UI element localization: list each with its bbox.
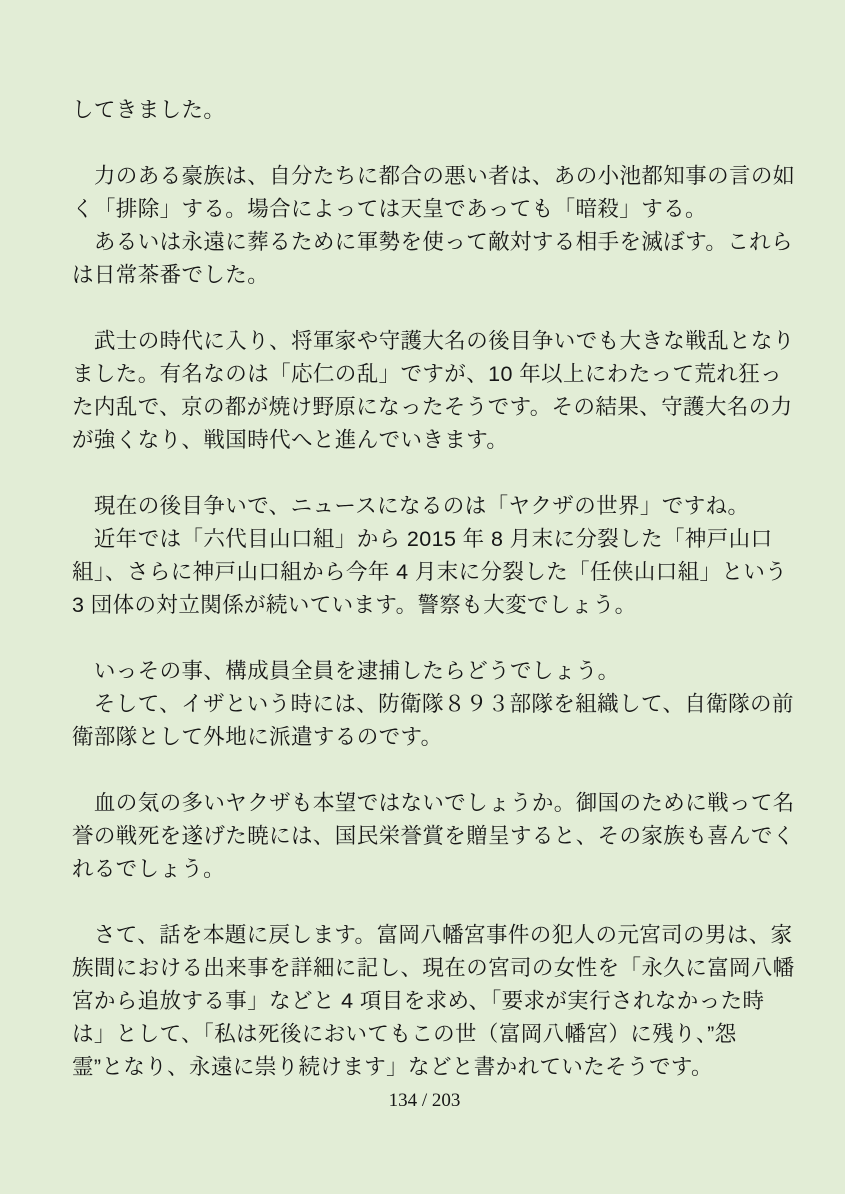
text-line: 霊”となり、永遠に祟り続けます」などと書かれていたそうです。 [72, 1055, 713, 1079]
text-line: が強くなり、戦国時代へと進んでいきます。 [72, 428, 509, 452]
text-line: 組」、さらに神戸山口組から今年 4 月末に分裂した「任侠山口組」という [72, 560, 788, 584]
text-line: は」として、「私は死後においてもこの世（富岡八幡宮）に残り、”怨 [72, 1022, 737, 1046]
page-footer [72, 1084, 777, 1117]
text-line: た内乱で、京の都が焼け野原になったそうです。その結果、守護大名の力 [72, 395, 793, 419]
text-line: 現在の後目争いで、ニュースになるのは「ヤクザの世界」ですね。 [72, 494, 750, 518]
text-line: 武士の時代に入り、将軍家や守護大名の後目争いでも大きな戦乱となり [72, 329, 795, 353]
text-line: 誉の戦死を遂げた暁には、国民栄誉賞を贈呈すると、その家族も喜んでく [72, 824, 795, 848]
text-line: してきました。 [72, 98, 226, 122]
text-line: いっその事、構成員全員を逮捕したらどうでしょう。 [72, 659, 620, 683]
paragraph-block [72, 655, 794, 754]
text-line: さて、話を本題に戻します。富岡八幡宮事件の犯人の元宮司の男は、家 [72, 923, 793, 947]
text-line: 衛部隊として外地に派遣するのです。 [72, 725, 443, 749]
text-line: れるでしょう。 [72, 857, 226, 881]
paragraph-block [72, 787, 795, 886]
text-line: ました。有名なのは「応仁の乱」ですが、10 年以上にわたって荒れ狂っ [72, 362, 782, 386]
text-line: 3 団体の対立関係が続いています。警察も大変でしょう。 [72, 593, 637, 617]
text-line: あるいは永遠に葬るために軍勢を使って敵対する相手を滅ぼす。これら [72, 230, 793, 254]
text-line: 族間における出来事を詳細に記し、現在の宮司の女性を「永久に富岡八幡 [72, 956, 795, 980]
text-line: く「排除」する。場合によっては天皇であっても「暗殺」する。 [72, 197, 707, 221]
text-line: 宮から追放する事」などと 4 項目を求め、「要求が実行されなかった時 [72, 989, 765, 1013]
text-line: 力のある豪族は、自分たちに都合の悪い者は、あの小池都知事の言の如 [72, 164, 795, 188]
paragraph-block [72, 94, 777, 127]
text-line: 近年では「六代目山口組」から 2015 年 8 月末に分裂した「神戸山口 [72, 527, 773, 551]
paragraph-block [72, 490, 788, 622]
page-indicator: 134 / 203 [388, 1090, 461, 1111]
document-body [72, 94, 795, 1084]
paragraph-block [72, 325, 795, 457]
text-line: 血の気の多いヤクザも本望ではないでしょうか。御国のために戦って名 [72, 791, 795, 815]
text-line: そして、イザという時には、防衛隊８９３部隊を組織して、自衛隊の前 [72, 692, 794, 716]
paragraph-block [72, 919, 795, 1084]
paragraph-block [72, 160, 795, 292]
text-line: は日常茶番でした。 [72, 263, 270, 287]
